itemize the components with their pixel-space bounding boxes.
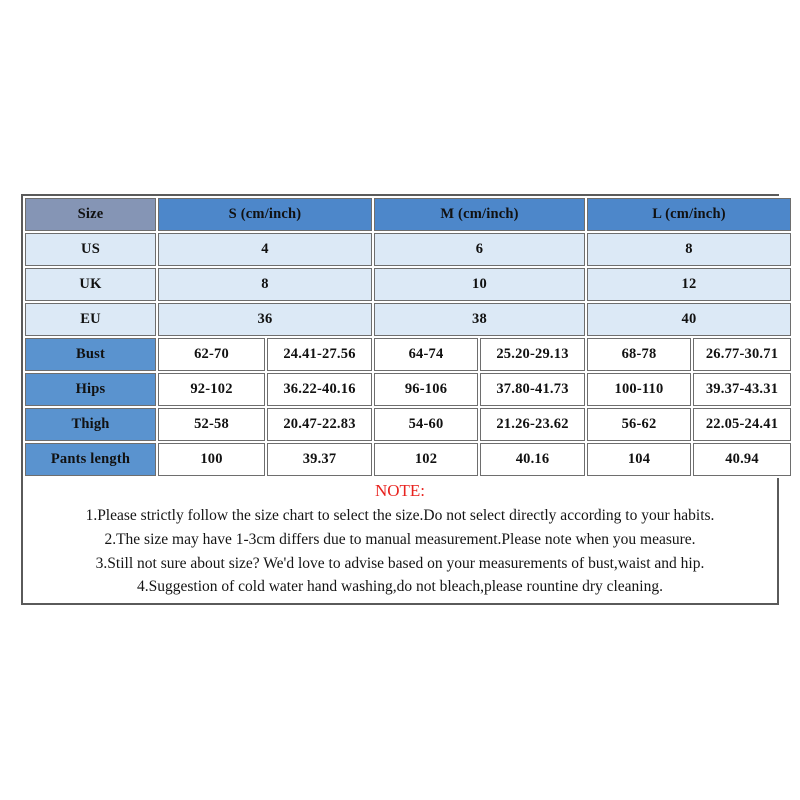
size-chart-frame: [21, 194, 779, 605]
cell-pants-s-cm: 100: [158, 443, 265, 476]
cell-bust-m-inch: 25.20-29.13: [480, 338, 585, 371]
table-row-hips: [25, 373, 791, 406]
note-line-4: 4.Suggestion of cold water hand washing,do not bleach,please rountine dry cleaning.: [136, 578, 663, 596]
header-size-label: Size: [25, 198, 156, 231]
header-group-l: L (cm/inch): [587, 198, 791, 231]
notes-section: [23, 480, 777, 599]
cell-thigh-s-cm: 52-58: [158, 408, 265, 441]
cell-pants-m-inch: 40.16: [480, 443, 585, 476]
row-label-eu: EU: [25, 303, 156, 336]
table-row-bust: [25, 338, 791, 371]
cell-hips-m-inch: 37.80-41.73: [480, 373, 585, 406]
cell-uk-s: 8: [158, 268, 372, 301]
note-line-3: 3.Still not sure about size? We'd love to advise based on your measurements of bust,waist and hip.: [95, 554, 705, 572]
cell-eu-s: 36: [158, 303, 372, 336]
cell-bust-s-inch: 24.41-27.56: [267, 338, 372, 371]
cell-us-l: 8: [587, 233, 791, 266]
row-label-pants-length: Pants length: [25, 443, 156, 476]
note-line-2: 2.The size may have 1-3cm differs due to manual measurement.Please note when you measure.: [104, 530, 696, 548]
header-group-s: S (cm/inch): [158, 198, 372, 231]
cell-bust-m-cm: 64-74: [374, 338, 478, 371]
cell-hips-s-cm: 92-102: [158, 373, 265, 406]
cell-thigh-s-inch: 20.47-22.83: [267, 408, 372, 441]
row-label-uk: UK: [25, 268, 156, 301]
cell-bust-l-inch: 26.77-30.71: [693, 338, 791, 371]
cell-thigh-m-cm: 54-60: [374, 408, 478, 441]
table-row-thigh: [25, 408, 791, 441]
row-label-thigh: Thigh: [25, 408, 156, 441]
row-label-hips: Hips: [25, 373, 156, 406]
cell-thigh-l-cm: 56-62: [587, 408, 691, 441]
table-row-us: [25, 233, 791, 266]
cell-thigh-m-inch: 21.26-23.62: [480, 408, 585, 441]
cell-us-s: 4: [158, 233, 372, 266]
header-group-m: M (cm/inch): [374, 198, 585, 231]
notes-title: NOTE:: [374, 481, 426, 500]
cell-pants-m-cm: 102: [374, 443, 478, 476]
row-label-bust: Bust: [25, 338, 156, 371]
cell-eu-m: 38: [374, 303, 585, 336]
cell-hips-s-inch: 36.22-40.16: [267, 373, 372, 406]
cell-bust-l-cm: 68-78: [587, 338, 691, 371]
note-line-1: 1.Please strictly follow the size chart to select the size.Do not select directly according to your habits.: [85, 507, 715, 525]
table-row-uk: [25, 268, 791, 301]
size-chart-table: [23, 196, 793, 478]
row-label-us: US: [25, 233, 156, 266]
cell-us-m: 6: [374, 233, 585, 266]
cell-bust-s-cm: 62-70: [158, 338, 265, 371]
cell-uk-m: 10: [374, 268, 585, 301]
table-row-eu: [25, 303, 791, 336]
cell-eu-l: 40: [587, 303, 791, 336]
cell-uk-l: 12: [587, 268, 791, 301]
cell-hips-m-cm: 96-106: [374, 373, 478, 406]
table-header-row: [25, 198, 791, 231]
cell-pants-l-inch: 40.94: [693, 443, 791, 476]
cell-thigh-l-inch: 22.05-24.41: [693, 408, 791, 441]
table-row-pants-length: [25, 443, 791, 476]
cell-hips-l-cm: 100-110: [587, 373, 691, 406]
cell-pants-l-cm: 104: [587, 443, 691, 476]
cell-hips-l-inch: 39.37-43.31: [693, 373, 791, 406]
cell-pants-s-inch: 39.37: [267, 443, 372, 476]
